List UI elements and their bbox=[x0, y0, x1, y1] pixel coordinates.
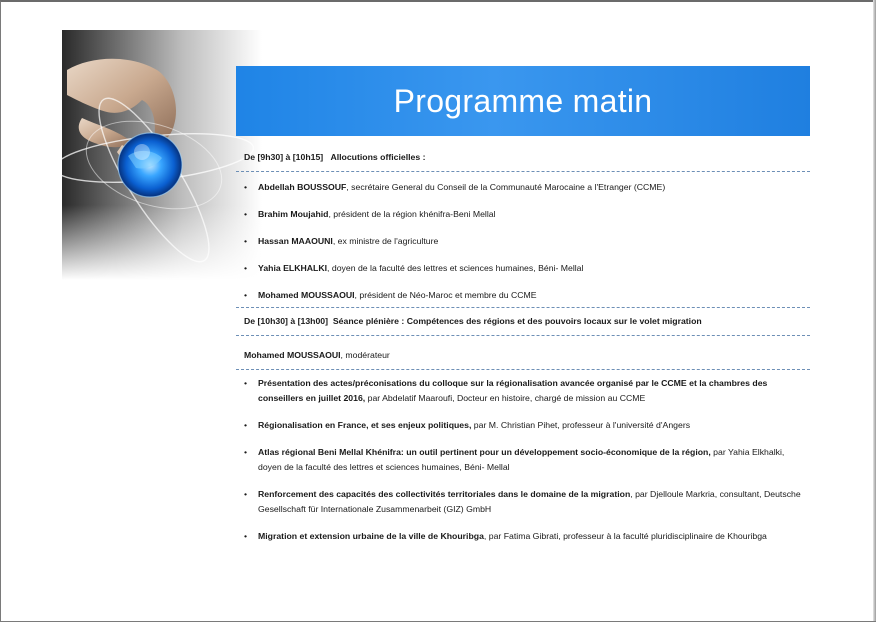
talk-title: Renforcement des capacités des collectivités territoriales dans le domaine de la migration bbox=[258, 489, 631, 499]
section-divider bbox=[236, 307, 810, 308]
speaker-role: , président de Néo-Maroc et membre du CCME bbox=[354, 290, 537, 300]
speaker-name: Yahia ELKHALKI bbox=[258, 263, 328, 273]
speaker-name: Brahim Moujahid bbox=[258, 209, 329, 219]
speaker-item bbox=[244, 261, 810, 276]
talk-item bbox=[244, 487, 810, 517]
speaker-role: , ex ministre de l'agriculture bbox=[332, 236, 439, 246]
talk-title: Migration et extension urbaine de la ville de Khouribga bbox=[258, 531, 484, 541]
speaker-item bbox=[244, 207, 810, 222]
page-title: Programme matin bbox=[393, 82, 653, 119]
speaker-name: Abdellah BOUSSOUF bbox=[258, 182, 347, 192]
talk-item bbox=[244, 418, 810, 433]
speaker-role: , doyen de la faculté des lettres et sciences humaines, Béni- Mellal bbox=[327, 263, 584, 273]
moderator-name: Mohamed MOUSSAOUI bbox=[244, 350, 341, 360]
bullet: • bbox=[244, 236, 248, 246]
section-2-header bbox=[236, 314, 810, 336]
section-1-time: De [9h30] à [10h15] bbox=[244, 152, 324, 162]
talk-speaker: , par Fatima Gibrati, professeur à la faculté pluridisciplinaire de Khouribga bbox=[483, 531, 767, 541]
bullet: • bbox=[244, 182, 248, 192]
section-2-label: Séance plénière : Compétences des régions et des pouvoirs locaux sur le volet migration bbox=[332, 316, 702, 326]
bullet: • bbox=[244, 531, 248, 541]
hand-globe-illustration bbox=[62, 30, 262, 280]
speaker-item bbox=[244, 234, 810, 249]
bullet: • bbox=[244, 209, 248, 219]
speaker-name: Hassan MAAOUNI bbox=[258, 236, 333, 246]
bullet: • bbox=[244, 489, 248, 499]
talk-speaker: par Yahia Elkhalki, doyen de la faculté des lettres et sciences humaines, Béni- Mellal bbox=[258, 447, 785, 472]
talk-item bbox=[244, 529, 810, 544]
talk-speaker: , par Djelloule Markria, consultant, Deutsche Gesellschaft für Internationale Zusammenarbeit (GIZ) GmbH bbox=[258, 489, 801, 514]
talk-title: Présentation des actes/préconisations du colloque sur la régionalisation avancée organisé par le CCME et la chambres des conseillers en juillet 2016, bbox=[258, 378, 768, 403]
speaker-role: , président de la région khénifra-Beni Mellal bbox=[328, 209, 496, 219]
moderator-role: , modérateur bbox=[340, 350, 390, 360]
speaker-item bbox=[244, 180, 810, 195]
section-1-label: Allocutions officielles : bbox=[330, 152, 426, 162]
bullet: • bbox=[244, 290, 248, 300]
section-1-header bbox=[236, 150, 810, 172]
bullet: • bbox=[244, 447, 248, 457]
speaker-name: Mohamed MOUSSAOUI bbox=[258, 290, 355, 300]
talk-speaker: par M. Christian Pihet, professeur à l'université d'Angers bbox=[471, 420, 691, 430]
talk-speaker: par Abdelatif Maaroufi, Docteur en histoire, chargé de mission au CCME bbox=[365, 393, 646, 403]
bullet: • bbox=[244, 420, 248, 430]
bullet: • bbox=[244, 263, 248, 273]
title-banner bbox=[236, 66, 810, 136]
talk-title: Atlas régional Beni Mellal Khénifra: un outil pertinent pour un développement socio-économique de la région, bbox=[258, 447, 711, 457]
talk-item bbox=[244, 445, 810, 475]
section-2-time: De [10h30] à [13h00] bbox=[244, 316, 329, 326]
speaker-role: , secrétaire General du Conseil de la Communauté Marocaine a l'Etranger (CCME) bbox=[346, 182, 666, 192]
programme-content bbox=[244, 150, 810, 544]
speaker-item bbox=[244, 288, 810, 307]
bullet: • bbox=[244, 378, 248, 388]
talk-title: Régionalisation en France, et ses enjeux politiques, bbox=[258, 420, 472, 430]
talk-item bbox=[244, 376, 810, 406]
moderator-line bbox=[236, 348, 810, 370]
